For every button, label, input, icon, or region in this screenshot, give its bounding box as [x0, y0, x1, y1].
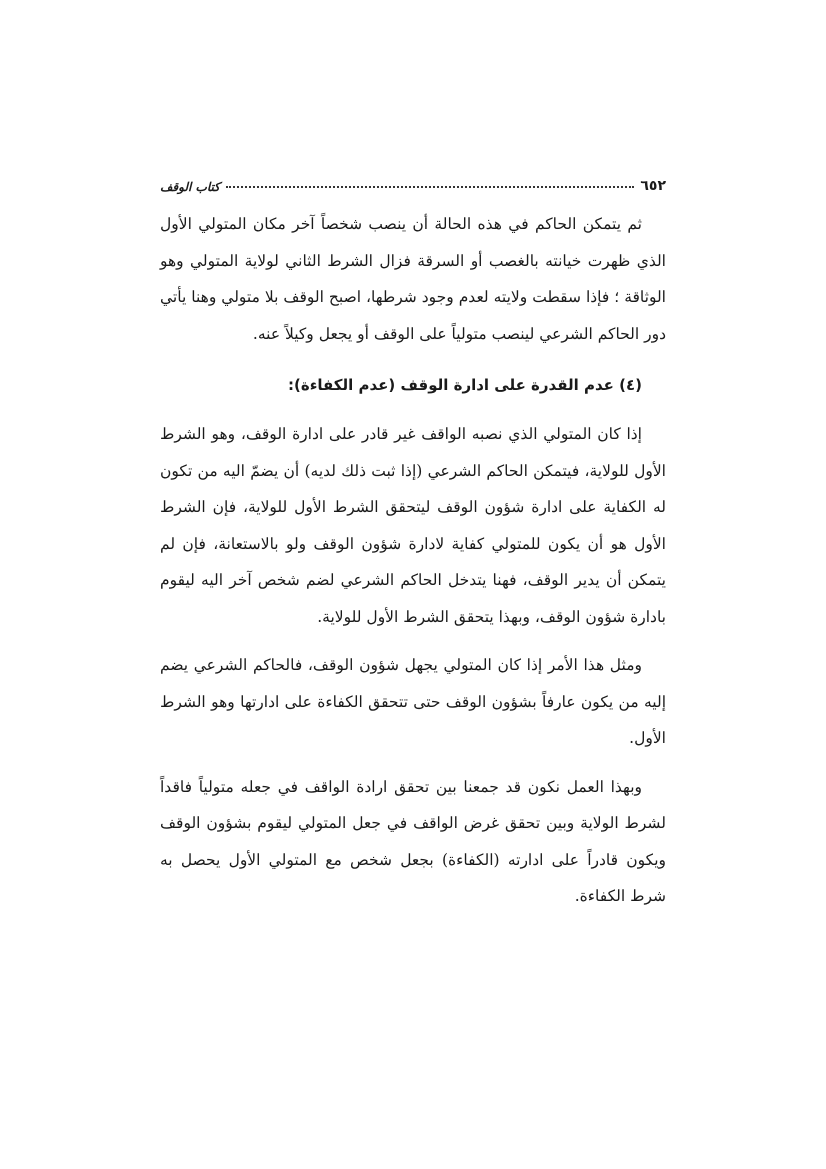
section-heading: (٤) عدم القدرة على ادارة الوقف (عدم الكفاءة):	[288, 376, 642, 394]
leader-dots	[226, 186, 635, 188]
running-head	[160, 168, 666, 194]
paragraph: ومثل هذا الأمر إذا كان المتولي يجهل شؤون الوقف، فالحاكم الشرعي يضم إليه من يكون عارفاً بشؤون الوقف حتى تتحقق الكفاءة على ادارتها وهو الشرط الأول.	[160, 656, 666, 747]
paragraph: إذا كان المتولي الذي نصبه الواقف غير قادر على ادارة الوقف، وهو الشرط الأول للولاية، فيتمكن الحاكم الشرعي (إذا ثبت ذلك لديه) أن يضمّ اليه من تكون له الكفاية على ادارة شؤون الوقف ليتحقق الشرط الأول للولاية، فإن الشرط الأول هو أن يكون للمتولي كفاية لادارة شؤون الوقف ولو بالاستعانة، فإن لم يتمكن أن يدير الوقف، فهنا يتدخل الحاكم الشرعي لضم شخص آخر اليه ليقوم بادارة شؤون الوقف، وبهذا يتحقق الشرط الأول للولاية.	[160, 425, 666, 626]
book-page	[160, 168, 666, 915]
page-number: ٦٥٢	[640, 178, 666, 194]
paragraph: وبهذا العمل نكون قد جمعنا بين تحقق ارادة الواقف في جعله متولياً فاقداً لشرط الولاية وبين تحقق غرض الواقف في جعل المتولي ليقوم بشؤون الوقف ويكون قادراً على ادارته (الكفاءة) بجعل شخص مع المتولي الأول يحصل به شرط الكفاءة.	[160, 777, 666, 905]
paragraph: ثم يتمكن الحاكم في هذه الحالة أن ينصب شخصاً آخر مكان المتولي الأول الذي ظهرت خيانته بالغصب أو السرقة فزال الشرط الثاني لولاية المتولي وهو الوثاقة ؛ فإذا سقطت ولايته لعدم وجود شرطها، اصبح الوقف بلا متولي وهنا يأتي دور الحاكم الشرعي لينصب متولياً على الوقف أو يجعل وكيلاً عنه.	[160, 215, 666, 343]
book-title: كتاب الوقف	[160, 180, 220, 194]
